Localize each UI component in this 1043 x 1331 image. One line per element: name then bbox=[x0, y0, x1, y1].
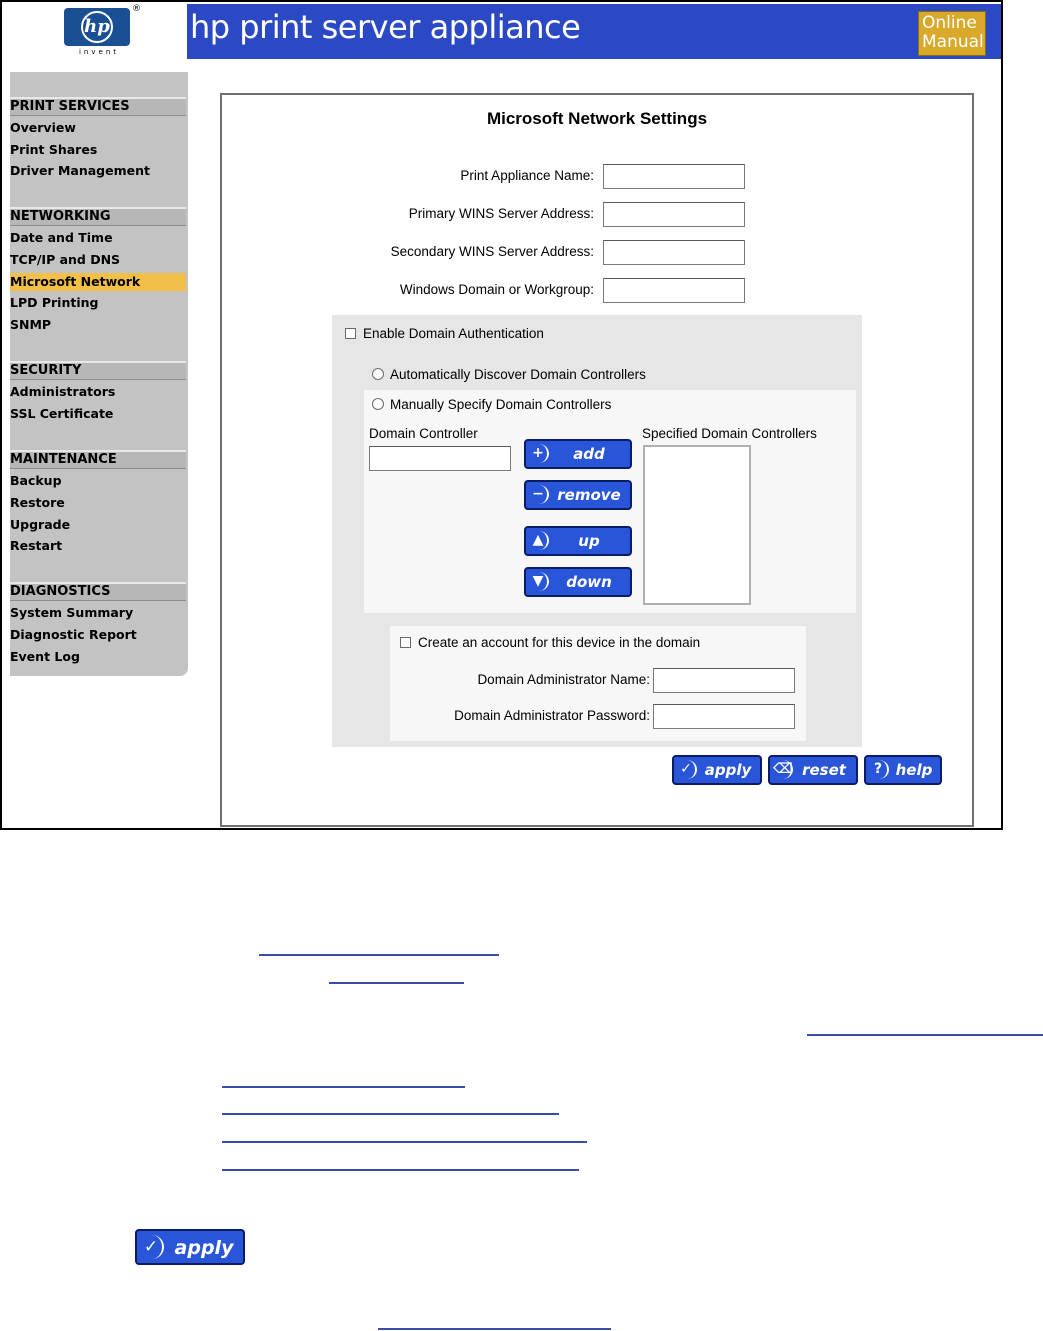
down-button[interactable]: ▼ down bbox=[524, 567, 632, 597]
specified-controllers-list[interactable] bbox=[643, 445, 751, 605]
form-title: Microsoft Network Settings bbox=[486, 109, 708, 128]
sidebar bbox=[10, 72, 188, 676]
sidebar-item-restart[interactable]: Restart bbox=[10, 538, 63, 553]
domain-controller-input[interactable] bbox=[369, 446, 511, 471]
sidebar-section-security: SECURITY bbox=[10, 361, 186, 380]
question-icon: ? bbox=[869, 760, 889, 779]
sidebar-item-upgrade[interactable]: Upgrade bbox=[10, 517, 71, 532]
link-underline[interactable] bbox=[329, 982, 464, 984]
sidebar-item-date-and-time[interactable]: Date and Time bbox=[10, 230, 113, 245]
primary-wins-label: Primary WINS Server Address: bbox=[408, 206, 594, 221]
domain-workgroup-input[interactable] bbox=[603, 278, 745, 303]
link-underline[interactable] bbox=[222, 1113, 559, 1115]
logo-tagline: invent bbox=[78, 48, 119, 56]
sidebar-item-administrators[interactable]: Administrators bbox=[10, 384, 116, 399]
sidebar-item-tcpip-and-dns[interactable]: TCP/IP and DNS bbox=[10, 252, 121, 267]
online-manual-button[interactable]: Online Manual bbox=[918, 11, 986, 56]
create-account-checkbox[interactable] bbox=[400, 637, 411, 648]
auto-discover-label: Automatically Discover Domain Controllers bbox=[390, 367, 646, 382]
admin-name-label: Domain Administrator Name: bbox=[477, 672, 650, 687]
link-underline[interactable] bbox=[378, 1328, 611, 1330]
header-bar bbox=[187, 4, 1001, 59]
sidebar-item-diagnostic-report[interactable]: Diagnostic Report bbox=[10, 627, 137, 642]
sidebar-item-driver-management[interactable]: Driver Management bbox=[10, 163, 150, 178]
remove-button[interactable]: − remove bbox=[524, 480, 632, 510]
manual-specify-radio[interactable] bbox=[372, 398, 384, 410]
secondary-wins-input[interactable] bbox=[603, 240, 745, 265]
sidebar-item-lpd-printing[interactable]: LPD Printing bbox=[10, 295, 99, 310]
arrow-up-icon: ▲ bbox=[529, 531, 549, 550]
enable-domain-auth-checkbox[interactable] bbox=[345, 328, 356, 339]
up-button[interactable]: ▲ up bbox=[524, 526, 632, 556]
enable-domain-auth-label: Enable Domain Authentication bbox=[363, 326, 544, 341]
sidebar-item-print-shares[interactable]: Print Shares bbox=[10, 142, 98, 157]
plus-icon: + bbox=[529, 444, 549, 463]
apply-button-image: ✓ apply bbox=[135, 1229, 245, 1265]
sidebar-item-overview[interactable]: Overview bbox=[10, 120, 76, 135]
sidebar-section-print-services: PRINT SERVICES bbox=[10, 97, 186, 116]
link-underline[interactable] bbox=[259, 954, 499, 956]
sidebar-item-backup[interactable]: Backup bbox=[10, 473, 62, 488]
link-underline[interactable] bbox=[222, 1141, 587, 1143]
sidebar-section-diagnostics: DIAGNOSTICS bbox=[10, 582, 186, 601]
arrow-down-icon: ▼ bbox=[529, 572, 549, 591]
sidebar-item-restore[interactable]: Restore bbox=[10, 495, 65, 510]
page-title: hp print server appliance bbox=[190, 8, 581, 46]
hp-logo bbox=[64, 4, 141, 46]
link-underline[interactable] bbox=[222, 1169, 579, 1171]
appliance-name-input[interactable] bbox=[603, 164, 745, 189]
auto-discover-radio[interactable] bbox=[372, 368, 384, 380]
sidebar-item-snmp[interactable]: SNMP bbox=[10, 317, 52, 332]
reset-button[interactable]: ⌫ reset bbox=[768, 755, 858, 785]
sidebar-section-networking: NETWORKING bbox=[10, 207, 186, 226]
appliance-name-label: Print Appliance Name: bbox=[460, 168, 594, 183]
hp-logo-mark: hp bbox=[81, 11, 113, 43]
link-underline[interactable] bbox=[807, 1034, 1043, 1036]
create-account-group bbox=[390, 626, 806, 741]
check-icon: ✓ bbox=[140, 1235, 164, 1259]
sidebar-item-system-summary[interactable]: System Summary bbox=[10, 605, 134, 620]
admin-password-input[interactable] bbox=[653, 704, 795, 729]
manual-controllers-group bbox=[364, 390, 856, 613]
minus-icon: − bbox=[529, 485, 549, 504]
registered-mark: ® bbox=[132, 4, 141, 14]
apply-button[interactable]: ✓ apply bbox=[672, 755, 762, 785]
sidebar-item-ssl-certificate[interactable]: SSL Certificate bbox=[10, 406, 114, 421]
help-button[interactable]: ? help bbox=[864, 755, 942, 785]
sidebar-section-maintenance: MAINTENANCE bbox=[10, 450, 186, 469]
domain-workgroup-label: Windows Domain or Workgroup: bbox=[399, 282, 594, 297]
eraser-icon: ⌫ bbox=[773, 761, 793, 777]
domain-controller-label: Domain Controller bbox=[369, 426, 478, 441]
settings-panel bbox=[220, 93, 974, 827]
link-underline[interactable] bbox=[222, 1086, 465, 1088]
admin-name-input[interactable] bbox=[653, 668, 795, 693]
primary-wins-input[interactable] bbox=[603, 202, 745, 227]
add-button[interactable]: + add bbox=[524, 439, 632, 469]
specified-controllers-label: Specified Domain Controllers bbox=[642, 426, 817, 441]
admin-password-label: Domain Administrator Password: bbox=[454, 708, 650, 723]
check-icon: ✓ bbox=[677, 760, 697, 779]
manual-specify-label: Manually Specify Domain Controllers bbox=[390, 397, 612, 412]
sidebar-item-microsoft-network[interactable]: Microsoft Network bbox=[10, 273, 186, 291]
secondary-wins-label: Secondary WINS Server Address: bbox=[390, 244, 594, 259]
create-account-label: Create an account for this device in the domain bbox=[418, 635, 701, 650]
sidebar-item-event-log[interactable]: Event Log bbox=[10, 649, 80, 664]
